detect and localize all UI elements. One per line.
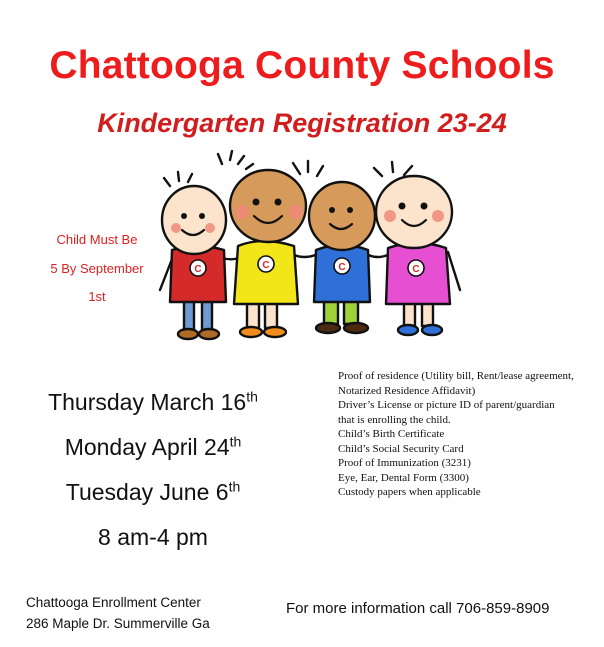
age-note-line: Child Must Be [56,232,138,247]
date-item: Tuesday June 6th [65,478,241,505]
shirt-logo-letter: C [194,264,202,275]
center-address: 286 Maple Dr. Summerville Ga [26,616,210,631]
requirement-item: Child’s Birth Certificate [338,428,445,440]
date-item: Monday April 24th [64,433,242,460]
requirement-item: Child’s Social Security Card [338,442,464,455]
enrollment-center [26,592,210,634]
registration-hours: 8 am-4 pm [98,524,208,550]
children-group-illustration [152,150,472,350]
requirement-item: Notarized Residence Affidavit) [338,384,476,397]
requirement-item: Proof of Immunization (3231) [338,457,471,469]
requirement-item: that is enrolling the child. [338,413,451,426]
age-note-line: 1st [88,289,106,304]
requirements-list [338,369,604,500]
registration-dates [18,380,288,560]
center-name: Chattooga Enrollment Center [26,595,201,610]
requirement-item: Custody papers when applicable [338,486,481,498]
date-item: Thursday March 16th [48,388,258,415]
contact-info: For more information call 706-859-8909 [286,600,550,617]
requirement-item: Proof of residence (Utility bill, Rent/lease agreement, [338,370,574,382]
requirement-item: Driver’s License or picture ID of parent/guardian [338,399,555,411]
shirt-logo-letter: C [262,260,270,271]
requirement-item: Eye, Ear, Dental Form (3300) [338,471,469,484]
page-title: Chattooga County Schools [49,44,555,87]
shirt-logo-letter: C [412,264,420,275]
shirt-logo-letter: C [338,262,346,273]
page-subtitle: Kindergarten Registration 23-24 [97,108,507,138]
age-requirement-note [22,226,172,312]
age-note-line: 5 By September [50,260,144,276]
